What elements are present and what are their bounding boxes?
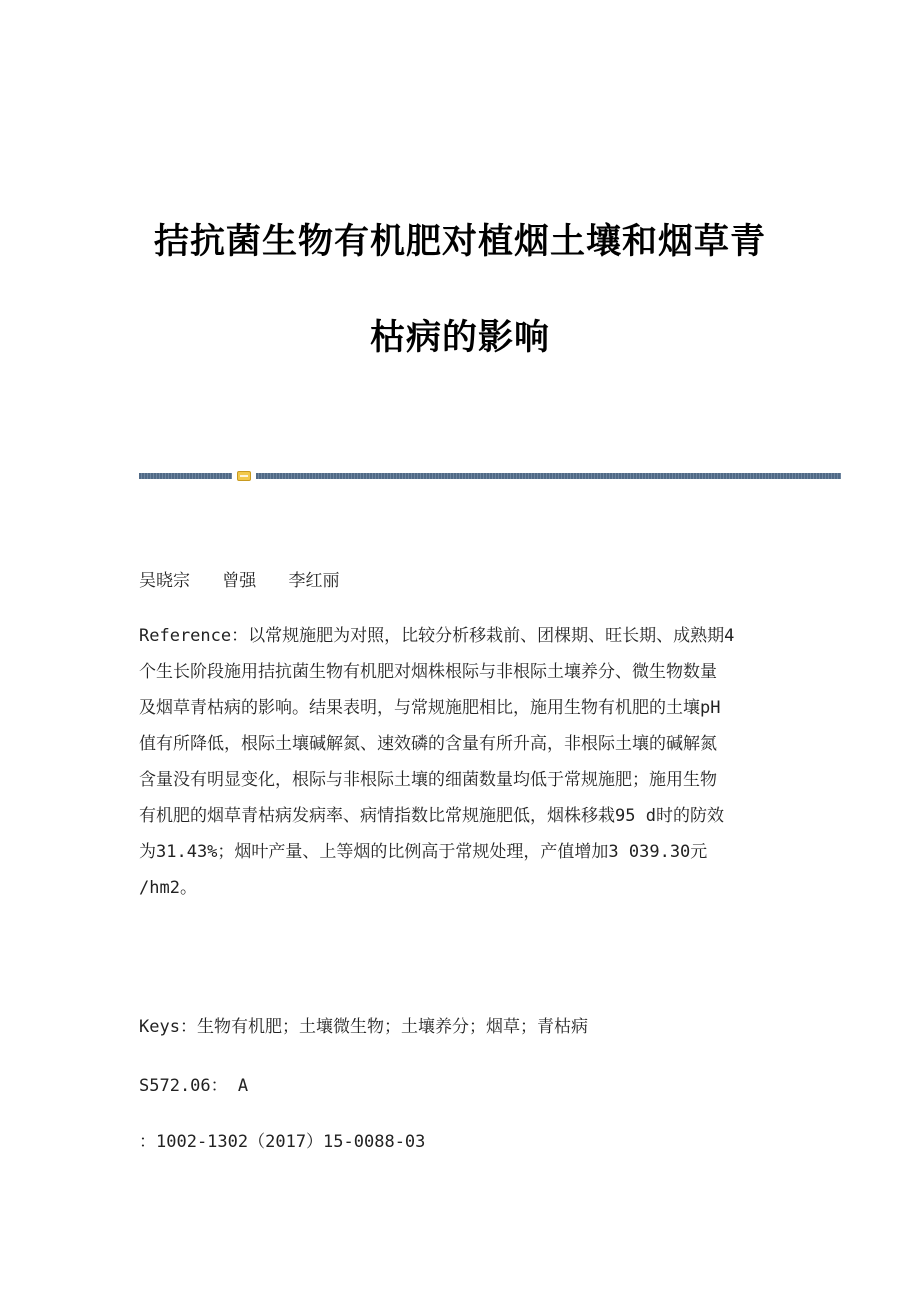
- author-list: [139, 563, 789, 599]
- divider-bar-right: [256, 473, 841, 479]
- abstract-line: 为31.43%；烟叶产量、上等烟的比例高于常规处理，产值增加3 039.30元: [139, 842, 708, 862]
- keywords: Keys：生物有机肥；土壤微生物；土壤养分；烟草；青枯病: [139, 1017, 588, 1037]
- paper-title-line-1: 拮抗菌生物有机肥对植烟土壤和烟草青: [153, 221, 766, 262]
- divider-bar-left: [139, 473, 232, 479]
- abstract-line: Reference：以常规施肥为对照，比较分析移栽前、团棵期、旺长期、成熟期4: [139, 626, 735, 646]
- abstract-line: 及烟草青枯病的影响。结果表明，与常规施肥相比，施用生物有机肥的土壤pH: [139, 698, 721, 718]
- classification-code: S572.06： A: [139, 1076, 249, 1096]
- abstract-line: 含量没有明显变化，根际与非根际土壤的细菌数量均低于常规施肥；施用生物: [139, 770, 717, 790]
- abstract: [139, 618, 789, 906]
- abstract-line: /hm2。: [139, 878, 197, 898]
- author-name: 李红丽: [288, 571, 340, 591]
- paper-title-line-2: 枯病的影响: [369, 317, 550, 358]
- issn-number: ：1002-1302（2017）15-0088-03: [139, 1132, 426, 1152]
- title-divider: [139, 471, 841, 481]
- abstract-line: 有机肥的烟草青枯病发病率、病情指数比常规施肥低，烟株移栽95 d时的防效: [139, 806, 724, 826]
- divider-ornament-icon: [237, 471, 251, 481]
- author-name: 曾强: [222, 571, 257, 591]
- abstract-line: 值有所降低，根际土壤碱解氮、速效磷的含量有所升高，非根际土壤的碱解氮: [139, 734, 717, 754]
- abstract-line: 个生长阶段施用拮抗菌生物有机肥对烟株根际与非根际土壤养分、微生物数量: [139, 662, 717, 682]
- author-name: 吴晓宗: [139, 571, 190, 591]
